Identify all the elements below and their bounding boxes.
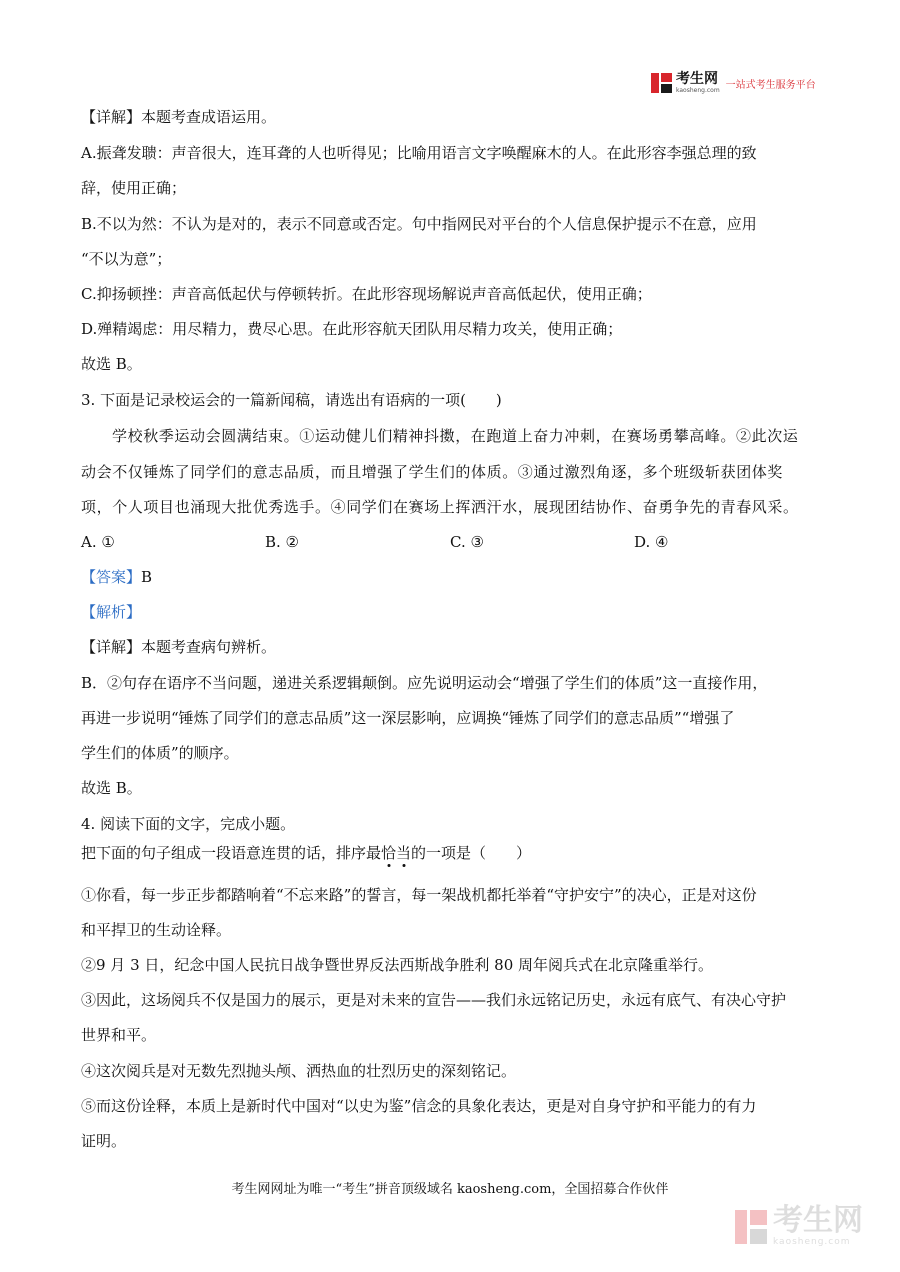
sentence-4: ④这次阅兵是对无数先烈抛头颅、洒热血的壮烈历史的深刻铭记。	[81, 1062, 517, 1080]
answer-tag: 【答案】	[81, 568, 142, 586]
option-d-explanation: D.殚精竭虑：用尽精力，费尽心思。在此形容航天团队用尽精力攻关，使用正确；	[81, 320, 623, 338]
choice-conclusion: 故选 B。	[81, 355, 142, 373]
sentence-5-cont: 证明。	[81, 1132, 127, 1150]
analysis-tag: 【解析】	[81, 603, 142, 621]
passage-line-1: 学校秋季运动会圆满结束。①运动健儿们精神抖擞，在跑道上奋力冲刺，在赛场勇攀高峰。②此次运	[112, 427, 799, 445]
passage-line-3: 项，个人项目也涌现大批优秀选手。④同学们在赛场上挥洒汗水，展现团结协作、奋勇争先的青春风采。	[81, 498, 799, 516]
option-a-explanation: A.振聋发聩：声音很大，连耳聋的人也听得见；比喻用语言文字唤醒麻木的人。在此形容李强总理的致	[81, 144, 757, 162]
detail-heading: 【详解】本题考查成语运用。	[81, 108, 277, 126]
answer-value: B	[141, 568, 153, 586]
analysis-line-3: 学生们的体质”的顺序。	[81, 744, 239, 762]
watermark-icon	[735, 1210, 767, 1244]
sentence-3: ③因此，这场阅兵不仅是国力的展示，更是对未来的宣告——我们永远铭记历史，永远有底气、有决心守护	[81, 991, 787, 1009]
sentence-1: ①你看，每一步正步都踏响着“不忘来路”的誓言，每一架战机都托举着“守护安宁”的决心，正是对这份	[81, 886, 757, 904]
choice-conclusion-2: 故选 B。	[81, 779, 142, 797]
question-4-sub: 把下面的句子组成一段语意连贯的话，排序最恰当的一项是（ ）	[81, 844, 532, 862]
analysis-line-1: B．②句存在语序不当问题，递进关系逻辑颠倒。应先说明运动会“增强了学生们的体质”这一直接作用，	[81, 674, 768, 692]
question-4-stem: 4. 阅读下面的文字，完成小题。	[81, 815, 296, 833]
logo-domain: kaosheng.com	[676, 87, 720, 94]
option-c-explanation: C.抑扬顿挫：声音高低起伏与停顿转折。在此形容现场解说声音高低起伏，使用正确；	[81, 285, 652, 303]
sentence-1-cont: 和平捍卫的生动诠释。	[81, 921, 232, 939]
watermark-domain: kaosheng.com	[773, 1237, 851, 1247]
page-footer: 考生网网址为唯一“考生”拼音顶级域名 kaosheng.com，全国招募合作伙伴	[231, 1182, 669, 1197]
analysis-line-2: 再进一步说明“锤炼了同学们的意志品质”这一深层影响，应调换“锤炼了同学们的意志品质”“增强了	[81, 709, 735, 727]
option-a-explanation-cont: 辞，使用正确；	[81, 179, 187, 197]
logo-icon	[651, 72, 673, 94]
passage-line-2: 动会不仅锤炼了同学们的意志品质，而且增强了学生们的体质。③通过激烈角逐，多个班级斩获团体奖	[81, 463, 784, 481]
sentence-3-cont: 世界和平。	[81, 1026, 157, 1044]
watermark-name: 考生网	[773, 1203, 863, 1238]
option-b: B. ②	[265, 533, 300, 551]
option-b-explanation: B.不以为然：不认为是对的，表示不同意或否定。句中指网民对平台的个人信息保护提示不在意，应用	[81, 215, 757, 233]
answer-line	[81, 567, 152, 587]
site-logo	[651, 70, 816, 96]
emphasis-char: 恰	[381, 844, 397, 862]
option-a: A. ①	[81, 533, 115, 551]
option-b-explanation-cont: “不以为意”；	[81, 250, 172, 268]
detail-heading-2: 【详解】本题考查病句辨析。	[81, 638, 277, 656]
question-3-stem: 3. 下面是记录校运会的一篇新闻稿，请选出有语病的一项( )	[81, 391, 502, 409]
option-d: D. ④	[634, 533, 669, 551]
watermark-logo	[735, 1203, 863, 1247]
emphasis-char: 当	[396, 844, 412, 862]
sentence-2: ②9 月 3 日，纪念中国人民抗日战争暨世界反法西斯战争胜利 80 周年阅兵式在北京隆重举行。	[81, 956, 714, 974]
sentence-5: ⑤而这份诠释，本质上是新时代中国对“以史为鉴”信念的具象化表达，更是对自身守护和平能力的有力	[81, 1097, 757, 1115]
option-c: C. ③	[450, 533, 484, 551]
logo-slogan: 一站式考生服务平台	[725, 79, 816, 91]
logo-name: 考生网	[676, 71, 718, 87]
